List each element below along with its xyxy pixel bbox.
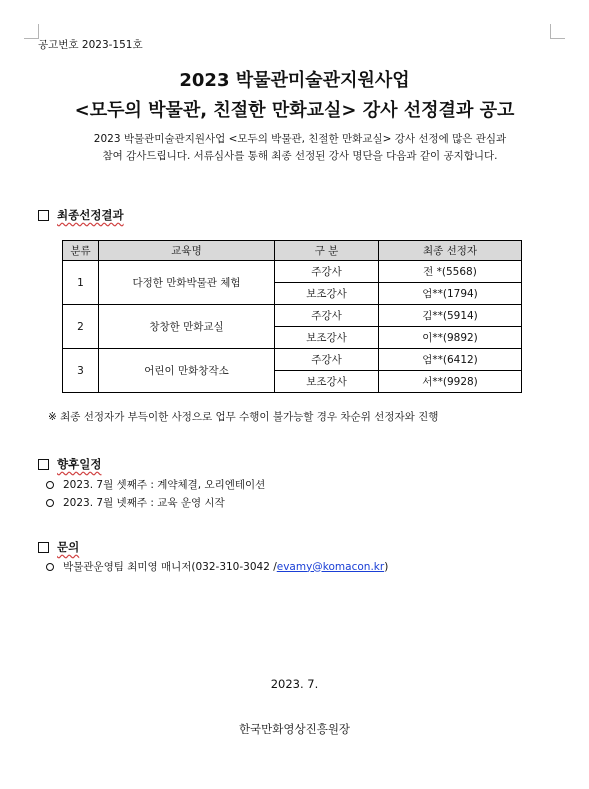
checkbox-square-icon (38, 542, 49, 553)
checkbox-square-icon (38, 210, 49, 221)
selected-name: 김**(5914) (379, 305, 522, 327)
section-title: 향후일정 (57, 457, 102, 471)
course-name: 어린이 만화창작소 (99, 349, 275, 393)
course-name: 다정한 만화박물관 체험 (99, 261, 275, 305)
intro-line: 참여 감사드립니다. 서류심사를 통해 최종 선정된 강사 명단을 다음과 같이 공지합니다. (102, 150, 498, 162)
table-row (63, 261, 522, 283)
document-date: 2023. 7. (270, 677, 319, 691)
row-number: 3 (63, 349, 99, 393)
contact-text: 박물관운영팀 최미영 매니저(032-310-3042 / (63, 561, 277, 573)
selected-name: 엄**(6412) (379, 349, 522, 371)
section-title: 최종선정결과 (57, 208, 124, 222)
course-name: 창창한 만화교실 (99, 305, 275, 349)
schedule-text: 2023. 7월 넷째주 : 교육 운영 시작 (63, 497, 225, 509)
role-cell: 주강사 (275, 349, 379, 371)
table-row (63, 305, 522, 327)
issuing-organization: 한국만화영상진흥원장 (238, 722, 351, 736)
role-cell: 보조강사 (275, 327, 379, 349)
header-cell: 구 분 (275, 241, 379, 261)
bullet-circle-icon (46, 499, 54, 507)
bullet-circle-icon (46, 563, 54, 571)
bullet-circle-icon (46, 481, 54, 489)
intro-paragraph (40, 131, 560, 165)
contact-item (46, 559, 388, 574)
page-corner-mark (24, 24, 39, 39)
table-row (63, 349, 522, 371)
header-cell: 분류 (63, 241, 99, 261)
selected-name: 서**(9928) (379, 371, 522, 393)
role-cell: 주강사 (275, 261, 379, 283)
table-note: ※ 최종 선정자가 부득이한 사정으로 업무 수행이 불가능할 경우 차순위 선정자와 진행 (48, 411, 439, 423)
section-title: 문의 (57, 540, 80, 554)
selected-name: 엄**(1794) (379, 283, 522, 305)
title-line-2: <모두의 박물관, 친절한 만화교실> 강사 선정결과 공고 (74, 100, 515, 121)
header-cell: 최종 선정자 (379, 241, 522, 261)
row-number: 1 (63, 261, 99, 305)
contact-email-link[interactable]: evamy@komacon.kr (276, 560, 385, 573)
checkbox-square-icon (38, 459, 49, 470)
intro-line: 2023 박물관미술관지원사업 <모두의 박물관, 친절한 만화교실> 강사 선정에 많은 관심과 (93, 133, 507, 145)
result-table (62, 240, 522, 393)
row-number: 2 (63, 305, 99, 349)
selected-name: 이**(9892) (379, 327, 522, 349)
section-schedule-heading (38, 456, 101, 472)
table-header-row (63, 241, 522, 261)
schedule-item (46, 495, 225, 510)
schedule-item (46, 477, 265, 492)
selected-name: 전 *(5568) (379, 261, 522, 283)
role-cell: 주강사 (275, 305, 379, 327)
notice-number: 공고번호 2023-151호 (38, 39, 143, 51)
title-line-1: 2023 박물관미술관지원사업 (179, 70, 410, 91)
role-cell: 보조강사 (275, 371, 379, 393)
section-contact-heading (38, 539, 79, 555)
role-cell: 보조강사 (275, 283, 379, 305)
page-corner-mark (550, 24, 565, 39)
contact-close: ) (384, 560, 389, 573)
header-cell: 교육명 (99, 241, 275, 261)
schedule-text: 2023. 7월 셋째주 : 계약체결, 오리엔테이션 (63, 479, 266, 491)
section-result-heading (38, 207, 124, 223)
